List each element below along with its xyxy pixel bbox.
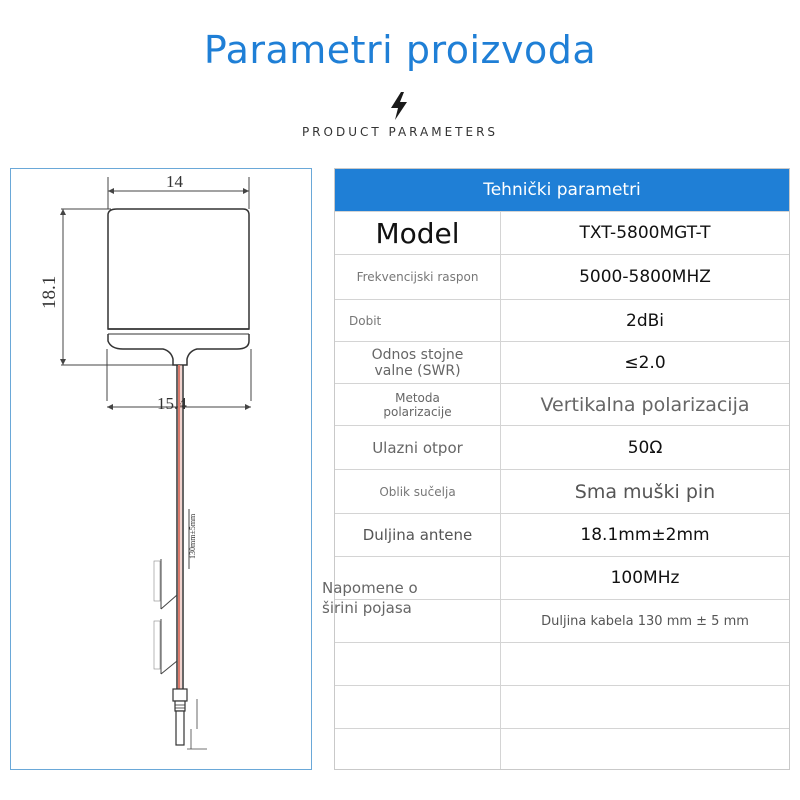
table-row xyxy=(335,383,789,425)
page-title: Parametri proizvoda xyxy=(203,28,597,72)
row-value: Vertikalna polarizacija xyxy=(540,393,750,416)
row-label: Dobit xyxy=(335,300,501,341)
row-value: 18.1mm±2mm xyxy=(580,525,710,545)
row-value: Duljina kabela 130 mm ± 5 mm xyxy=(541,613,749,629)
row-label: Metoda polarizacije xyxy=(335,384,501,425)
row-label xyxy=(335,729,501,769)
table-row xyxy=(335,341,789,383)
dim-height: 18.1 xyxy=(39,275,60,309)
table-row xyxy=(335,469,789,513)
table-row xyxy=(335,254,789,299)
row-label: Duljina antene xyxy=(335,514,501,556)
bandwidth-notes-label: Napomene o širini pojasa xyxy=(322,579,418,617)
row-label: Ulazni otpor xyxy=(335,426,501,469)
table-row xyxy=(335,425,789,469)
lightning-bolt-icon xyxy=(388,92,410,120)
row-value: 100MHz xyxy=(610,568,680,588)
page-subtitle: PRODUCT PARAMETERS xyxy=(301,125,499,139)
cable-length-label: 130mm±5mm xyxy=(188,513,197,559)
row-value: 5000-5800MHZ xyxy=(579,267,711,287)
row-value xyxy=(501,643,789,685)
dim-width-bottom: 15.4 xyxy=(157,394,187,413)
spec-table xyxy=(334,168,790,770)
antenna-drawing-svg xyxy=(11,169,311,769)
row-value: 50Ω xyxy=(627,437,663,458)
row-label xyxy=(335,643,501,685)
table-row xyxy=(335,513,789,556)
row-value: Sma muški pin xyxy=(574,480,716,503)
table-row xyxy=(335,728,789,769)
row-value xyxy=(501,729,789,769)
table-row xyxy=(335,299,789,341)
technical-drawing xyxy=(10,168,312,770)
row-value: ≤2.0 xyxy=(624,352,666,373)
table-row xyxy=(335,211,789,254)
row-label: Oblik sučelja xyxy=(335,470,501,513)
row-label: Frekvencijski raspon xyxy=(335,255,501,299)
spec-table-header: Tehnički parametri xyxy=(335,169,789,211)
table-row xyxy=(335,642,789,685)
table-row xyxy=(335,685,789,728)
row-label xyxy=(335,686,501,728)
row-value: TXT-5800MGT-T xyxy=(579,223,711,243)
dim-width-top: 14 xyxy=(166,172,183,191)
row-label: Model xyxy=(335,212,501,254)
row-value xyxy=(501,686,789,728)
row-label: Odnos stojne valne (SWR) xyxy=(335,342,501,383)
row-value: 2dBi xyxy=(626,310,664,331)
